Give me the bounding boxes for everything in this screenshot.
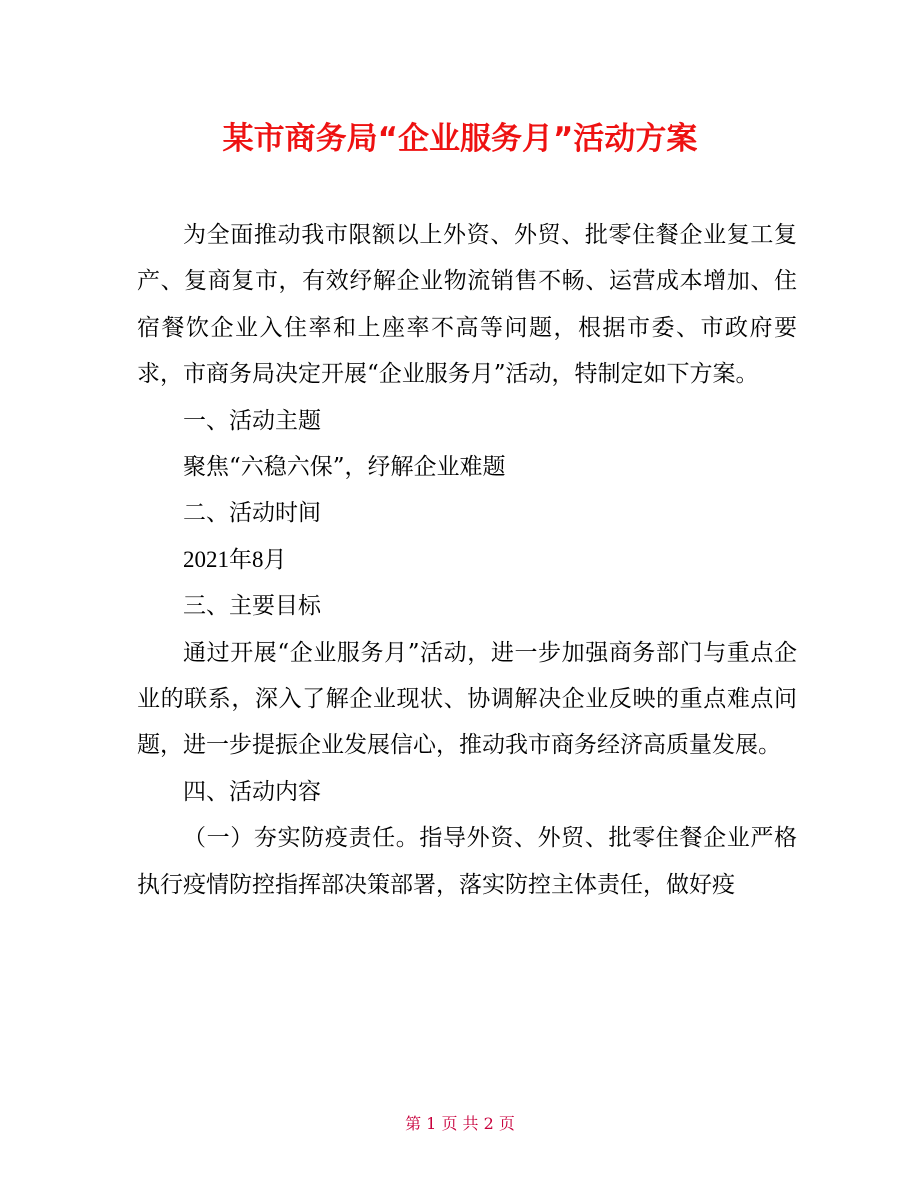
page-number-footer: 第 1 页 共 2 页 [405,1114,515,1133]
paragraph-activity-content-1: （一）夯实防疫责任。指导外资、外贸、批零住餐企业严格执行疫情防控指挥部决策部署，落实防控主体责任，做好疫 [137,825,797,898]
paragraph-intro: 为全面推动我市限额以上外资、外贸、批零住餐企业复工复产、复商复市，有效纾解企业物流销售不畅、运营成本增加、住宿餐饮企业入住率和上座率不高等问题，根据市委、市政府要求，市商务局决定开展“企业服务月”活动，特制定如下方案。 [137,222,797,388]
document-body [137,212,797,908]
heading-activity-content: 四、活动内容 [183,778,321,805]
paragraph-activity-theme: 聚焦“六稳六保”，纾解企业难题 [183,454,506,481]
paragraph-main-goals: 通过开展“企业服务月”活动，进一步加强商务部门与重点企业的联系，深入了解企业现状、协调解决企业反映的重点难点问题，进一步提振企业发展信心，推动我市商务经济高质量发展。 [137,639,797,759]
heading-main-goals: 三、主要目标 [183,593,321,620]
document-title: 某市商务局“企业服务月”活动方案 [222,121,698,157]
heading-activity-theme: 一、活动主题 [183,407,321,434]
heading-activity-time: 二、活动时间 [183,500,321,527]
paragraph-activity-time: 2021年8月 [183,546,287,572]
